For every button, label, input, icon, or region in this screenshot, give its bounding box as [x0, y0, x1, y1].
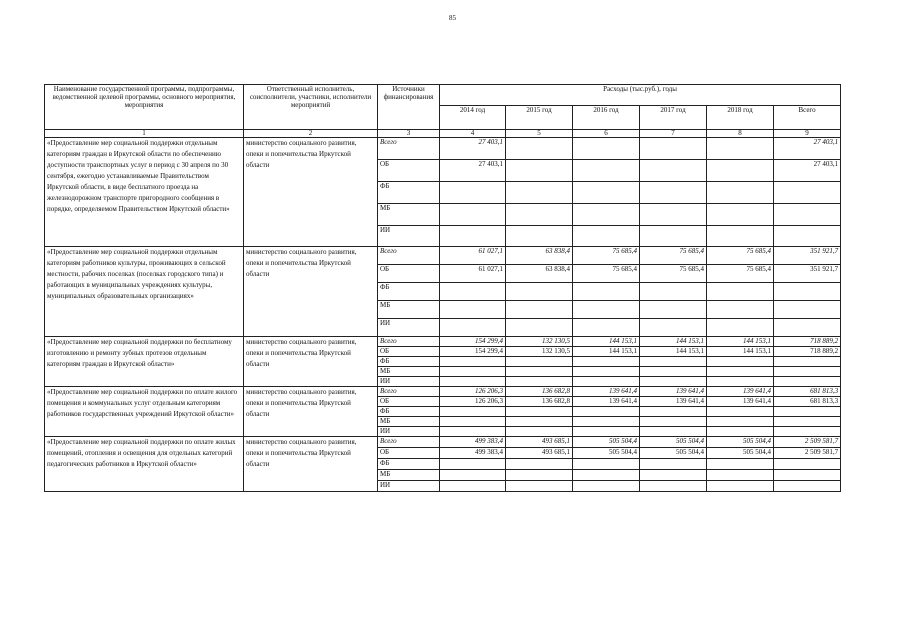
funding-source: ФБ	[378, 459, 440, 470]
amount-cell	[506, 226, 573, 247]
amount-cell	[573, 481, 640, 492]
amount-cell	[573, 226, 640, 247]
amount-cell: 144 153,1	[640, 337, 707, 347]
amount-cell: 63 838,4	[506, 265, 573, 283]
amount-cell: 75 685,4	[707, 265, 774, 283]
funding-source: ОБ	[378, 265, 440, 283]
amount-cell: 139 641,4	[640, 397, 707, 407]
responsible-executor: министерство социального развития, опеки и попечительства Иркутской области	[244, 138, 378, 247]
amount-total-cell	[774, 319, 841, 337]
amount-cell	[506, 481, 573, 492]
amount-cell	[506, 459, 573, 470]
page-number: 85	[449, 14, 456, 22]
amount-cell	[506, 319, 573, 337]
amount-cell	[640, 301, 707, 319]
amount-cell	[440, 417, 506, 427]
amount-total-cell: 718 889,2	[774, 347, 841, 357]
funding-source: ИИ	[378, 481, 440, 492]
amount-cell	[573, 377, 640, 387]
amount-cell	[506, 160, 573, 182]
amount-total-cell: 351 921,7	[774, 265, 841, 283]
column-number: 2	[244, 130, 378, 138]
amount-total-cell: 27 403,1	[774, 160, 841, 182]
measure-name: «Предоставление мер социальной поддержки по оплате жилого помещения и коммунальных услуг отдельным категориям работников государственных учреждений Иркутской области»	[45, 387, 244, 437]
amount-cell	[707, 283, 774, 301]
column-number: 7	[640, 130, 707, 138]
funding-source: Всего	[378, 437, 440, 448]
amount-cell	[440, 182, 506, 204]
amount-cell: 144 153,1	[707, 337, 774, 347]
amount-cell	[640, 160, 707, 182]
funding-source: ИИ	[378, 427, 440, 437]
amount-cell	[707, 377, 774, 387]
amount-cell: 144 153,1	[573, 337, 640, 347]
amount-total-cell: 351 921,7	[774, 247, 841, 265]
funding-source: Всего	[378, 387, 440, 397]
amount-total-cell: 2 509 581,7	[774, 448, 841, 459]
column-number: 9	[774, 130, 841, 138]
funding-source: Всего	[378, 138, 440, 160]
amount-cell	[506, 357, 573, 367]
amount-cell	[506, 417, 573, 427]
amount-cell	[440, 367, 506, 377]
funding-source: ФБ	[378, 182, 440, 204]
funding-source: МБ	[378, 417, 440, 427]
amount-total-cell: 2 509 581,7	[774, 437, 841, 448]
amount-cell: 75 685,4	[573, 265, 640, 283]
funding-source: ОБ	[378, 160, 440, 182]
amount-cell: 493 685,1	[506, 448, 573, 459]
column-number: 1	[45, 130, 244, 138]
table-row	[45, 337, 841, 347]
amount-total-cell	[774, 427, 841, 437]
amount-cell: 75 685,4	[573, 247, 640, 265]
header-total: Всего	[774, 106, 841, 130]
amount-cell	[707, 481, 774, 492]
amount-cell	[573, 470, 640, 481]
amount-cell	[573, 417, 640, 427]
amount-cell	[707, 204, 774, 226]
header-year-2017: 2017 год	[640, 106, 707, 130]
table-row	[45, 247, 841, 265]
amount-cell	[573, 160, 640, 182]
amount-cell: 75 685,4	[640, 265, 707, 283]
amount-cell	[707, 357, 774, 367]
responsible-executor: министерство социального развития, опеки и попечительства Иркутской области	[244, 247, 378, 337]
amount-total-cell	[774, 417, 841, 427]
amount-total-cell	[774, 470, 841, 481]
amount-cell	[640, 138, 707, 160]
funding-source: ИИ	[378, 377, 440, 387]
amount-cell	[573, 319, 640, 337]
amount-cell: 75 685,4	[640, 247, 707, 265]
amount-total-cell	[774, 367, 841, 377]
header-year-2018: 2018 год	[707, 106, 774, 130]
amount-cell: 75 685,4	[707, 247, 774, 265]
amount-cell	[707, 407, 774, 417]
amount-total-cell	[774, 204, 841, 226]
amount-cell	[707, 160, 774, 182]
amount-cell	[640, 470, 707, 481]
amount-cell	[573, 301, 640, 319]
amount-cell	[707, 226, 774, 247]
amount-cell: 144 153,1	[707, 347, 774, 357]
amount-cell	[707, 470, 774, 481]
amount-cell	[640, 367, 707, 377]
amount-cell	[707, 427, 774, 437]
amount-cell	[640, 459, 707, 470]
amount-total-cell: 27 403,1	[774, 138, 841, 160]
column-number: 5	[506, 130, 573, 138]
funding-source: ОБ	[378, 397, 440, 407]
amount-cell	[440, 459, 506, 470]
amount-total-cell	[774, 283, 841, 301]
amount-cell	[640, 481, 707, 492]
amount-cell: 505 504,4	[573, 437, 640, 448]
amount-cell: 144 153,1	[640, 347, 707, 357]
amount-cell: 505 504,4	[640, 437, 707, 448]
amount-cell	[506, 427, 573, 437]
amount-cell: 154 299,4	[440, 347, 506, 357]
amount-total-cell	[774, 182, 841, 204]
amount-cell	[440, 301, 506, 319]
amount-cell	[640, 204, 707, 226]
amount-cell: 144 153,1	[573, 347, 640, 357]
column-number: 6	[573, 130, 640, 138]
amount-cell	[640, 427, 707, 437]
amount-cell: 499 383,4	[440, 448, 506, 459]
amount-cell: 493 685,1	[506, 437, 573, 448]
amount-total-cell	[774, 377, 841, 387]
header-responsible: Ответственный исполнитель, соисполнители, участники, исполнители мероприятий	[244, 85, 378, 130]
amount-total-cell	[774, 226, 841, 247]
header-year-2016: 2016 год	[573, 106, 640, 130]
responsible-executor: министерство социального развития, опеки и попечительства Иркутской области	[244, 337, 378, 387]
amount-cell	[640, 319, 707, 337]
amount-cell	[440, 357, 506, 367]
amount-cell: 505 504,4	[707, 437, 774, 448]
table-row	[45, 387, 841, 397]
funding-source: Всего	[378, 247, 440, 265]
amount-cell: 27 403,1	[440, 138, 506, 160]
amount-cell	[707, 319, 774, 337]
amount-cell: 499 383,4	[440, 437, 506, 448]
amount-cell: 136 682,8	[506, 387, 573, 397]
funding-source: ФБ	[378, 407, 440, 417]
funding-source: ФБ	[378, 357, 440, 367]
measure-name: «Предоставление мер социальной поддержки по оплате жилых помещений, отопления и освещения для отдельных категорий педагогических работников в Иркутской области»	[45, 437, 244, 492]
amount-cell	[640, 417, 707, 427]
amount-cell	[440, 407, 506, 417]
amount-cell	[640, 357, 707, 367]
amount-cell	[506, 301, 573, 319]
responsible-executor: министерство социального развития, опеки и попечительства Иркутской области	[244, 387, 378, 437]
amount-cell	[707, 182, 774, 204]
amount-cell: 132 130,5	[506, 337, 573, 347]
amount-cell	[640, 283, 707, 301]
header-source: Источники финансирования	[378, 85, 440, 130]
amount-cell: 139 641,4	[707, 397, 774, 407]
funding-source: Всего	[378, 337, 440, 347]
amount-cell: 154 299,4	[440, 337, 506, 347]
amount-cell	[440, 283, 506, 301]
amount-cell	[440, 204, 506, 226]
amount-cell	[707, 459, 774, 470]
amount-cell	[440, 226, 506, 247]
amount-cell	[440, 481, 506, 492]
amount-cell: 126 206,3	[440, 397, 506, 407]
amount-cell: 132 130,5	[506, 347, 573, 357]
column-number: 4	[440, 130, 506, 138]
amount-total-cell	[774, 407, 841, 417]
funding-source: ИИ	[378, 319, 440, 337]
amount-cell: 505 504,4	[640, 448, 707, 459]
funding-source: МБ	[378, 470, 440, 481]
amount-cell	[707, 138, 774, 160]
responsible-executor: министерство социального развития, опеки и попечительства Иркутской области	[244, 437, 378, 492]
amount-cell: 63 838,4	[506, 247, 573, 265]
amount-cell	[573, 407, 640, 417]
amount-cell	[707, 367, 774, 377]
funding-source: МБ	[378, 301, 440, 319]
measure-name: «Предоставление мер социальной поддержки отдельным категориям работников культуры, проживающих в сельской местности, рабочих поселках (поселках городского типа) и работающих в муниципальных учреждениях культуры, муниципальных образовательных организациях»	[45, 247, 244, 337]
amount-cell	[640, 182, 707, 204]
amount-cell: 139 641,4	[707, 387, 774, 397]
measure-name: «Предоставление мер социальной поддержки отдельным категориям граждан в Иркутской области по обеспечению доступности транспортных услуг в период с 30 апреля по 30 сентября, ежегодно устанавливаемые Правительством Иркутской области, в виде бесплатного проезда на железнодорожном транспорте пригородного сообщения в порядке, определяемом Правительством Иркутской области»	[45, 138, 244, 247]
funding-source: ИИ	[378, 226, 440, 247]
amount-cell	[707, 301, 774, 319]
amount-total-cell: 681 813,3	[774, 387, 841, 397]
amount-total-cell	[774, 459, 841, 470]
amount-cell	[440, 427, 506, 437]
amount-cell	[640, 407, 707, 417]
amount-cell: 27 403,1	[440, 160, 506, 182]
amount-cell	[573, 459, 640, 470]
amount-total-cell: 681 813,3	[774, 397, 841, 407]
amount-total-cell: 718 889,2	[774, 337, 841, 347]
funding-source: МБ	[378, 367, 440, 377]
header-name: Наименование государственной программы, подпрограммы, ведомственной целевой программы, основного мероприятия, мероприятия	[45, 85, 244, 130]
amount-cell	[573, 283, 640, 301]
funding-source: МБ	[378, 204, 440, 226]
header-expenses: Расходы (тыс.руб.), годы	[440, 85, 841, 106]
table-row	[45, 138, 841, 160]
amount-cell	[506, 182, 573, 204]
amount-cell	[506, 470, 573, 481]
amount-cell	[440, 377, 506, 387]
table-row	[45, 437, 841, 448]
amount-cell	[506, 377, 573, 387]
amount-cell	[506, 138, 573, 160]
amount-cell	[573, 204, 640, 226]
amount-cell: 139 641,4	[573, 387, 640, 397]
measure-name: «Предоставление мер социальной поддержки по бесплатному изготовлению и ремонту зубных протезов отдельным категориям граждан в Иркутской области»	[45, 337, 244, 387]
funding-source: ОБ	[378, 347, 440, 357]
amount-cell	[640, 377, 707, 387]
amount-cell: 126 206,3	[440, 387, 506, 397]
amount-cell: 61 027,1	[440, 247, 506, 265]
funding-source: ФБ	[378, 283, 440, 301]
amount-cell: 139 641,4	[640, 387, 707, 397]
amount-total-cell	[774, 301, 841, 319]
amount-cell	[573, 357, 640, 367]
funding-source: ОБ	[378, 448, 440, 459]
amount-cell	[506, 407, 573, 417]
amount-cell: 136 682,8	[506, 397, 573, 407]
header-year-2014: 2014 год	[440, 106, 506, 130]
amount-cell: 61 027,1	[440, 265, 506, 283]
amount-cell	[707, 417, 774, 427]
amount-cell	[440, 319, 506, 337]
amount-cell: 505 504,4	[573, 448, 640, 459]
amount-cell	[573, 367, 640, 377]
column-number: 3	[378, 130, 440, 138]
amount-total-cell	[774, 357, 841, 367]
amount-cell: 505 504,4	[707, 448, 774, 459]
amount-cell	[440, 470, 506, 481]
budget-table	[44, 84, 841, 492]
header-year-2015: 2015 год	[506, 106, 573, 130]
table-body	[45, 138, 841, 492]
amount-cell	[640, 226, 707, 247]
column-number: 8	[707, 130, 774, 138]
amount-cell: 139 641,4	[573, 397, 640, 407]
amount-cell	[506, 283, 573, 301]
amount-cell	[573, 182, 640, 204]
amount-cell	[506, 204, 573, 226]
amount-cell	[506, 367, 573, 377]
amount-cell	[573, 138, 640, 160]
amount-total-cell	[774, 481, 841, 492]
amount-cell	[573, 427, 640, 437]
